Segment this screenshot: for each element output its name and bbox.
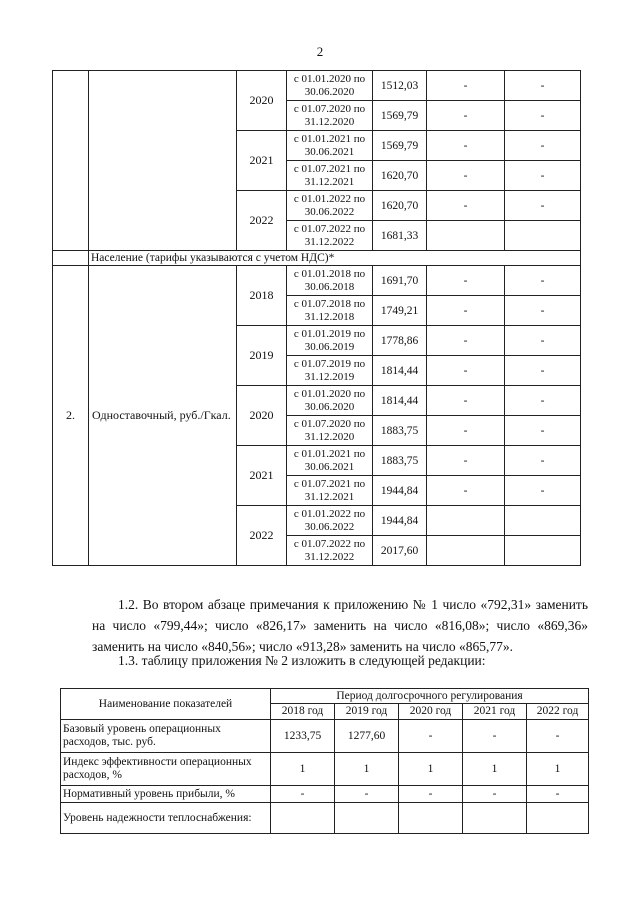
empty-value-cell: - — [505, 356, 581, 386]
period-cell: с 01.01.2019 по 30.06.2019 — [287, 326, 373, 356]
column-header-name: Наименование показателей — [61, 689, 271, 720]
year-cell: 2021 — [237, 446, 287, 506]
value-cell — [527, 803, 589, 834]
value-cell: - — [335, 786, 399, 803]
year-cell: 2022 — [237, 191, 287, 251]
period-cell: с 01.01.2021 по 30.06.2021 — [287, 131, 373, 161]
period-cell: с 01.07.2022 по 31.12.2022 — [287, 536, 373, 566]
year-header: 2022 год — [527, 704, 589, 720]
value-cell: - — [463, 720, 527, 753]
tariff-row — [53, 266, 581, 296]
tariff-table — [52, 70, 581, 566]
value-cell: 1 — [463, 753, 527, 786]
population-header: Население (тарифы указываются с учетом НДС)* — [89, 251, 581, 266]
tariff-value-cell: 1681,33 — [373, 221, 427, 251]
tariff-value-cell: 1620,70 — [373, 191, 427, 221]
number-cell — [53, 71, 89, 251]
year-cell: 2022 — [237, 506, 287, 566]
tariff-value-cell: 1883,75 — [373, 416, 427, 446]
empty-value-cell: - — [427, 101, 505, 131]
period-cell: с 01.07.2020 по 31.12.2020 — [287, 101, 373, 131]
empty-value-cell: - — [505, 446, 581, 476]
tariff-value-cell: 1814,44 — [373, 356, 427, 386]
table-row — [61, 720, 589, 753]
year-cell: 2020 — [237, 71, 287, 131]
tariff-value-cell: 1620,70 — [373, 161, 427, 191]
empty-value-cell — [505, 506, 581, 536]
year-header: 2020 год — [399, 704, 463, 720]
value-cell — [463, 803, 527, 834]
tariff-value-cell: 1691,70 — [373, 266, 427, 296]
empty-value-cell: - — [505, 296, 581, 326]
year-header: 2019 год — [335, 704, 399, 720]
empty-value-cell: - — [505, 386, 581, 416]
row-label: Уровень надежности теплоснабжения: — [61, 803, 271, 834]
item-number: 2. — [53, 266, 89, 566]
value-cell: 1233,75 — [271, 720, 335, 753]
empty-value-cell: - — [505, 476, 581, 506]
value-cell: - — [527, 786, 589, 803]
empty-value-cell — [505, 536, 581, 566]
period-cell: с 01.01.2018 по 30.06.2018 — [287, 266, 373, 296]
period-cell: с 01.07.2018 по 31.12.2018 — [287, 296, 373, 326]
value-cell: - — [527, 720, 589, 753]
name-cell — [89, 71, 237, 251]
row-label: Базовый уровень операционных расходов, тыс. руб. — [61, 720, 271, 753]
empty-value-cell: - — [427, 191, 505, 221]
empty-value-cell: - — [505, 416, 581, 446]
regulation-parameters-table — [60, 688, 589, 834]
tariff-value-cell: 1814,44 — [373, 386, 427, 416]
value-cell: - — [463, 786, 527, 803]
paragraph-1-2: 1.2. Во втором абзаце примечания к приложению № 1 число «792,31» заменить на число «799,44»; число «826,17» заменить на число «816,08»; число «869,36» заменить на число «840,56»; число «913,28» заменить на число «865,77». — [92, 597, 588, 654]
period-header: Период долгосрочного регулирования — [271, 689, 589, 704]
empty-value-cell: - — [505, 326, 581, 356]
year-header: 2021 год — [463, 704, 527, 720]
page-number: 2 — [316, 44, 324, 59]
year-cell: 2020 — [237, 386, 287, 446]
value-cell: 1 — [335, 753, 399, 786]
tariff-value-cell: 2017,60 — [373, 536, 427, 566]
empty-value-cell: - — [427, 356, 505, 386]
value-cell — [335, 803, 399, 834]
period-cell: с 01.07.2022 по 31.12.2022 — [287, 221, 373, 251]
tariff-value-cell: 1569,79 — [373, 131, 427, 161]
value-cell — [271, 803, 335, 834]
empty-value-cell: - — [427, 416, 505, 446]
period-cell: с 01.01.2021 по 30.06.2021 — [287, 446, 373, 476]
period-cell: с 01.07.2019 по 31.12.2019 — [287, 356, 373, 386]
value-cell: 1 — [399, 753, 463, 786]
tariff-value-cell: 1944,84 — [373, 476, 427, 506]
year-header: 2018 год — [271, 704, 335, 720]
period-cell: с 01.07.2021 по 31.12.2021 — [287, 476, 373, 506]
year-cell: 2018 — [237, 266, 287, 326]
value-cell: 1 — [527, 753, 589, 786]
header-row — [61, 689, 589, 704]
empty-value-cell: - — [427, 326, 505, 356]
empty-value-cell: - — [427, 161, 505, 191]
tariff-value-cell: 1512,03 — [373, 71, 427, 101]
table-row — [61, 753, 589, 786]
empty-value-cell: - — [505, 161, 581, 191]
empty-value-cell: - — [427, 446, 505, 476]
period-cell: с 01.01.2020 по 30.06.2020 — [287, 386, 373, 416]
value-cell: 1277,60 — [335, 720, 399, 753]
year-cell: 2019 — [237, 326, 287, 386]
item-name: Одноставочный, руб./Гкал. — [89, 266, 237, 566]
empty-value-cell: - — [427, 386, 505, 416]
empty-value-cell: - — [427, 476, 505, 506]
empty-value-cell — [505, 221, 581, 251]
empty-value-cell: - — [505, 71, 581, 101]
year-cell: 2021 — [237, 131, 287, 191]
value-cell: 1 — [271, 753, 335, 786]
empty-value-cell — [427, 506, 505, 536]
row-label: Нормативный уровень прибыли, % — [61, 786, 271, 803]
empty-value-cell — [427, 221, 505, 251]
empty-value-cell: - — [505, 266, 581, 296]
empty-value-cell: - — [427, 131, 505, 161]
empty-value-cell: - — [505, 101, 581, 131]
empty-value-cell: - — [505, 131, 581, 161]
tariff-value-cell: 1944,84 — [373, 506, 427, 536]
empty-value-cell: - — [427, 71, 505, 101]
table-row — [61, 803, 589, 834]
empty-value-cell: - — [505, 191, 581, 221]
value-cell: - — [271, 786, 335, 803]
tariff-row — [53, 71, 581, 101]
empty-value-cell: - — [427, 296, 505, 326]
value-cell: - — [399, 786, 463, 803]
period-cell: с 01.01.2020 по 30.06.2020 — [287, 71, 373, 101]
period-cell: с 01.01.2022 по 30.06.2022 — [287, 506, 373, 536]
tariff-value-cell: 1569,79 — [373, 101, 427, 131]
empty-value-cell: - — [427, 266, 505, 296]
population-header-row — [53, 251, 581, 266]
tariff-value-cell: 1883,75 — [373, 446, 427, 476]
tariff-value-cell: 1749,21 — [373, 296, 427, 326]
value-cell: - — [399, 720, 463, 753]
value-cell — [399, 803, 463, 834]
empty-value-cell — [427, 536, 505, 566]
number-cell — [53, 251, 89, 266]
tariff-value-cell: 1778,86 — [373, 326, 427, 356]
period-cell: с 01.07.2020 по 31.12.2020 — [287, 416, 373, 446]
period-cell: с 01.01.2022 по 30.06.2022 — [287, 191, 373, 221]
paragraph-1-3: 1.3. таблицу приложения № 2 изложить в следующей редакции: — [118, 653, 486, 668]
table-row — [61, 786, 589, 803]
period-cell: с 01.07.2021 по 31.12.2021 — [287, 161, 373, 191]
row-label: Индекс эффективности операционных расходов, % — [61, 753, 271, 786]
